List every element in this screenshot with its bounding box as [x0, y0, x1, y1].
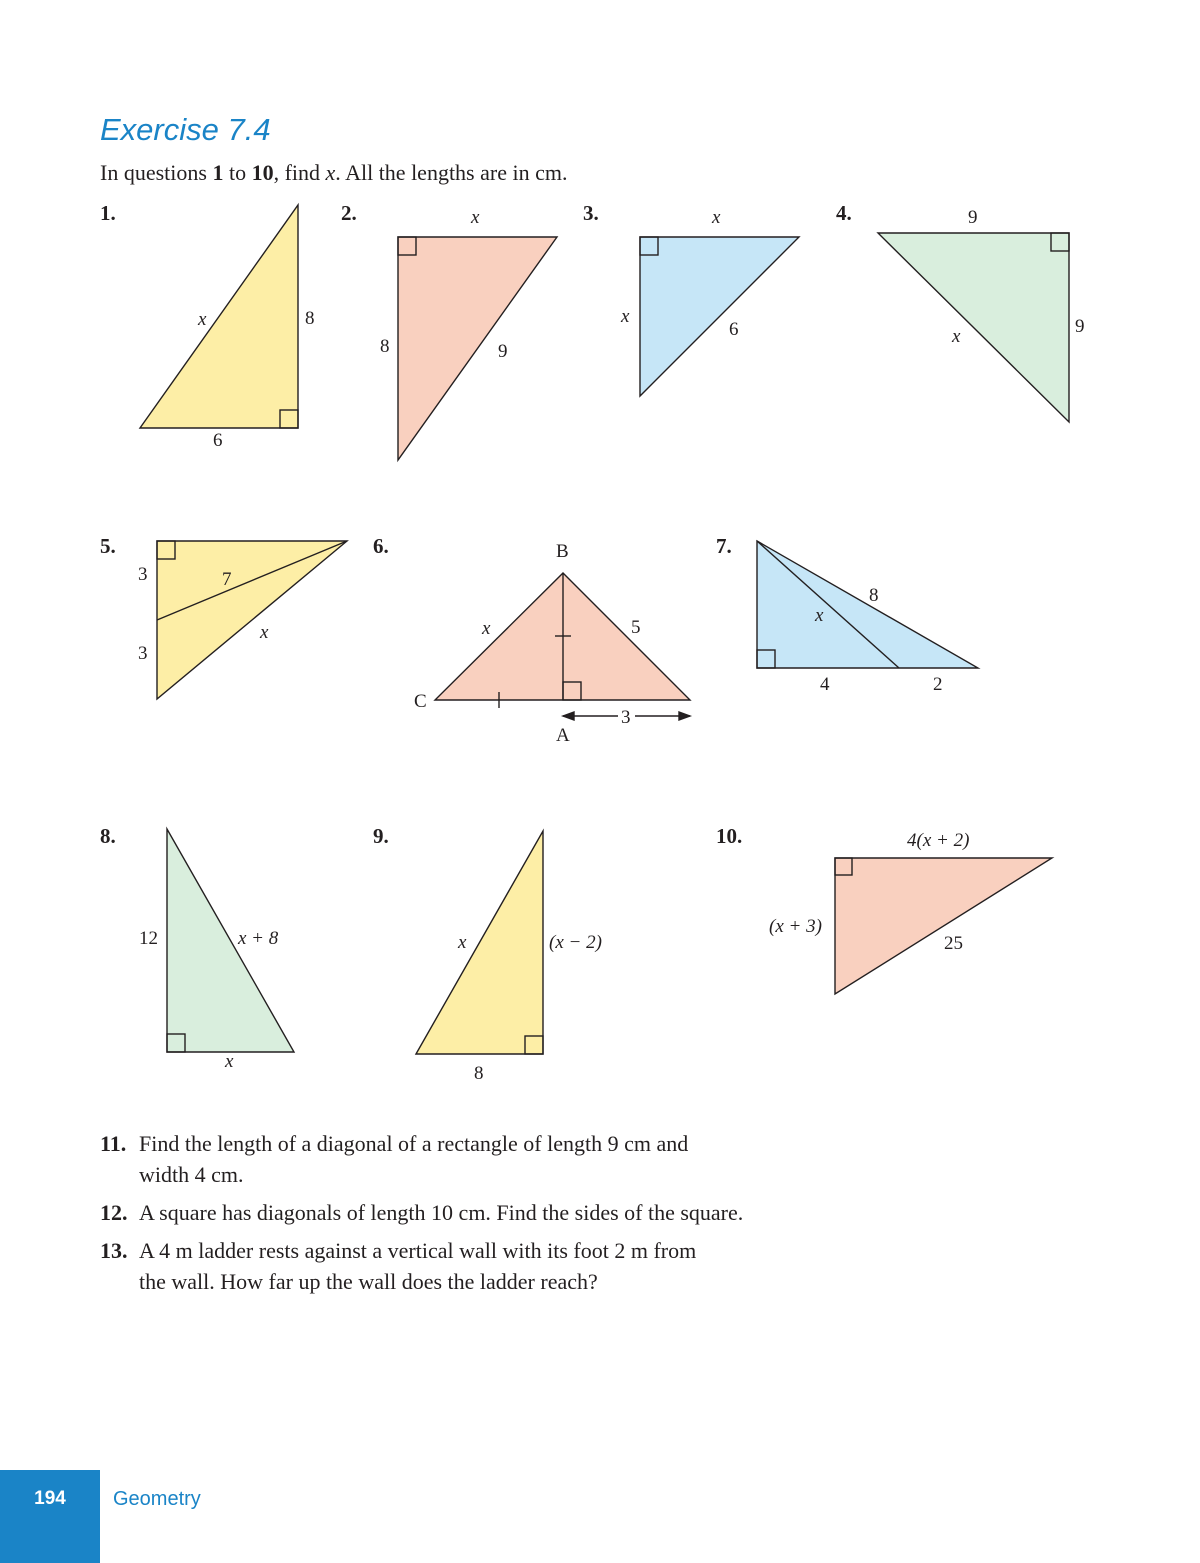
question-12 — [100, 1197, 860, 1228]
intro-text: to — [223, 160, 252, 185]
figure-number: 2. — [341, 201, 357, 225]
side-label: 4 — [820, 674, 830, 695]
arrowhead — [679, 712, 690, 720]
triangle — [140, 205, 298, 428]
side-label: 4(x + 2) — [907, 830, 970, 851]
triangle — [416, 831, 543, 1054]
side-label: 9 — [968, 207, 978, 228]
figure-4 — [878, 233, 1069, 422]
intro-text: . All the lengths are in cm. — [335, 160, 568, 185]
question-number: 11. — [100, 1131, 127, 1156]
figure-number: 10. — [716, 824, 743, 848]
side-label: x — [260, 622, 269, 643]
side-label: 8 — [380, 336, 390, 357]
side-label: 25 — [944, 933, 963, 954]
triangle — [157, 541, 347, 699]
intro-q-start: 1 — [212, 160, 224, 185]
exercise-title: Exercise 7.4 — [100, 112, 271, 147]
page-number: 194 — [34, 1488, 66, 1509]
question-text: width 4 cm. — [139, 1162, 244, 1187]
figure-1 — [140, 205, 298, 428]
vertex-label: A — [556, 725, 570, 746]
side-label: (x − 2) — [549, 932, 602, 953]
side-label: x — [482, 618, 491, 639]
triangle — [757, 541, 978, 668]
figure-number: 5. — [100, 534, 116, 558]
side-label: 8 — [869, 585, 879, 606]
side-label: x — [815, 605, 824, 626]
side-label: x — [198, 309, 207, 330]
figure-5 — [157, 541, 347, 699]
figure-7 — [757, 541, 978, 668]
question-13 — [100, 1235, 840, 1297]
figure-number: 3. — [583, 201, 599, 225]
intro-q-end: 10 — [251, 160, 274, 185]
side-label: x + 8 — [238, 928, 279, 949]
side-label: 2 — [933, 674, 943, 695]
question-number: 12. — [100, 1200, 128, 1225]
side-label: 8 — [474, 1063, 484, 1084]
side-label: 9 — [1075, 316, 1085, 337]
arrowhead — [563, 712, 574, 720]
side-label: 5 — [631, 617, 641, 638]
question-text: the wall. How far up the wall does the ladder reach? — [139, 1269, 598, 1294]
figure-9 — [416, 831, 543, 1054]
figure-number: 9. — [373, 824, 389, 848]
side-label: (x + 3) — [769, 916, 822, 937]
side-label: 6 — [213, 430, 223, 451]
figure-number: 6. — [373, 534, 389, 558]
vertex-label: B — [556, 541, 569, 562]
side-label: 7 — [222, 569, 232, 590]
question-text: A square has diagonals of length 10 cm. Find the sides of the square. — [139, 1200, 744, 1225]
question-text: Find the length of a diagonal of a rectangle of length 9 cm and — [139, 1131, 689, 1156]
side-label: x — [712, 207, 721, 228]
side-label: x — [471, 207, 480, 228]
intro-text: , find — [273, 160, 326, 185]
question-number: 13. — [100, 1238, 128, 1263]
figure-3 — [640, 237, 799, 396]
triangle — [835, 858, 1052, 994]
side-label: x — [621, 306, 630, 327]
intro-text: In questions — [100, 160, 213, 185]
question-text: A 4 m ladder rests against a vertical wall with its foot 2 m from — [139, 1238, 697, 1263]
triangle — [878, 233, 1069, 422]
side-label: 3 — [138, 564, 148, 585]
figure-number: 8. — [100, 824, 116, 848]
side-label: 3 — [138, 643, 148, 664]
chapter-title: Geometry — [113, 1488, 201, 1510]
triangle — [398, 237, 557, 460]
side-label: 9 — [498, 341, 508, 362]
side-label: 3 — [621, 707, 631, 728]
side-label: x — [458, 932, 467, 953]
vertex-label: C — [414, 691, 427, 712]
figure-number: 4. — [836, 201, 852, 225]
side-label: 6 — [729, 319, 739, 340]
side-label: 8 — [305, 308, 315, 329]
figure-10 — [835, 858, 1052, 994]
side-label: x — [952, 326, 961, 347]
side-label: 12 — [139, 928, 158, 949]
figure-6 — [435, 573, 690, 720]
figure-number: 1. — [100, 201, 116, 225]
question-11 — [100, 1128, 840, 1190]
triangle — [640, 237, 799, 396]
page-number-tab — [0, 1470, 100, 1563]
side-label: x — [225, 1051, 234, 1072]
intro-variable: x — [325, 160, 336, 185]
figure-number: 7. — [716, 534, 732, 558]
figure-2 — [398, 237, 557, 460]
